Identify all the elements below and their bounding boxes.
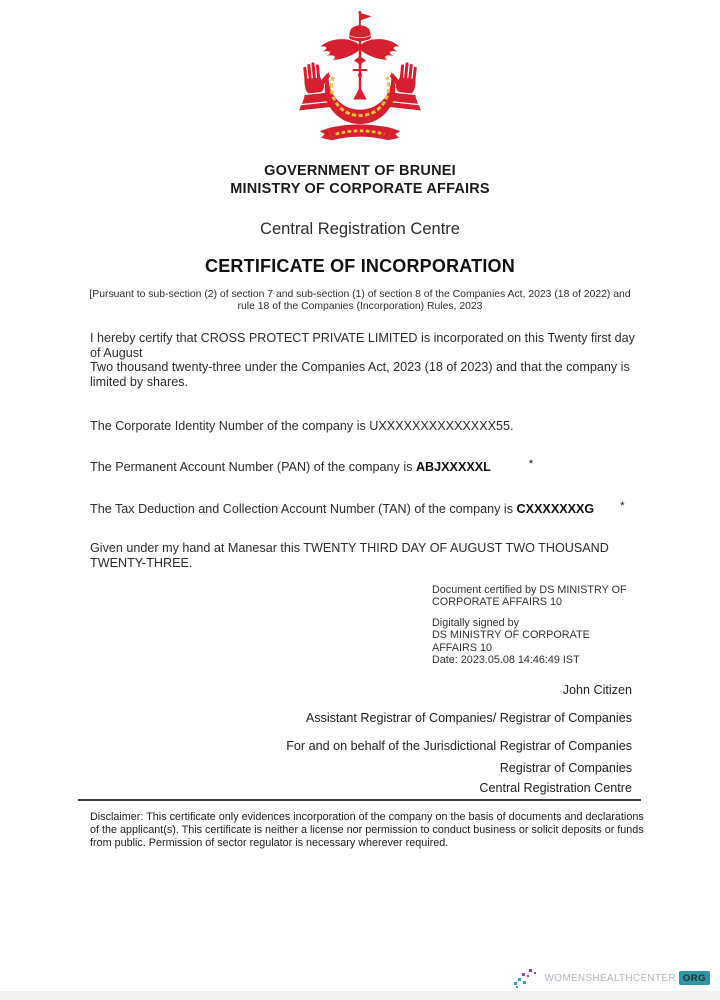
site-watermark bbox=[514, 967, 710, 989]
signatory-role: Registrar of Companies bbox=[499, 761, 632, 775]
government-line: GOVERNMENT OF BRUNEI bbox=[264, 163, 456, 179]
brunei-emblem bbox=[292, 10, 428, 150]
certified-by-line: CORPORATE AFFAIRS 10 bbox=[432, 596, 562, 609]
header-block bbox=[0, 162, 720, 198]
pan-line bbox=[90, 457, 533, 475]
signatory-name: John Citizen bbox=[562, 683, 632, 697]
pan-prefix: The Permanent Account Number (PAN) of the company is bbox=[90, 460, 416, 474]
pan-asterisk: * bbox=[528, 458, 534, 470]
digitally-signed-line: AFFAIRS 10 bbox=[432, 641, 493, 654]
bottom-strip bbox=[0, 991, 720, 1000]
tan-prefix: The Tax Deduction and Collection Account Number (TAN) of the company is bbox=[90, 502, 517, 516]
signatory-role: For and on behalf of the Jurisdictional Registrar of Companies bbox=[286, 739, 632, 753]
given-line: TWENTY-THREE. bbox=[90, 556, 193, 570]
watermark-site-text: WOMENSHEALTHCENTER bbox=[544, 972, 676, 984]
signatory-role: Central Registration Centre bbox=[479, 781, 632, 795]
certify-line: limited by shares. bbox=[90, 374, 188, 389]
cin-line: The Corporate Identity Number of the company is UXXXXXXXXXXXXXX55. bbox=[90, 419, 514, 433]
pursuant-clause bbox=[0, 289, 720, 313]
watermark-dots-icon bbox=[514, 967, 542, 989]
watermark-teal-dots bbox=[514, 978, 526, 988]
brunei-emblem-graphic bbox=[292, 10, 428, 150]
watermark-purple-dots bbox=[522, 969, 536, 977]
signature-gap bbox=[432, 609, 627, 617]
pursuant-line: [Pursuant to sub-section (2) of section 7 and sub-section (1) of section 8 of the Companies Act, 2023 (18 of 2022) and bbox=[89, 289, 631, 300]
tan-asterisk: * bbox=[620, 500, 625, 512]
tan-value: CXXXXXXXG bbox=[516, 502, 595, 516]
digitally-signed-line: Digitally signed by bbox=[432, 616, 520, 629]
digitally-signed-line: DS MINISTRY OF CORPORATE bbox=[432, 629, 590, 642]
ministry-line: MINISTRY OF CORPORATE AFFAIRS bbox=[230, 181, 490, 197]
certificate-title: CERTIFICATE OF INCORPORATION bbox=[205, 256, 515, 276]
disclaimer-line: from public. Permission of sector regulator is necessary wherever required. bbox=[90, 837, 449, 850]
separator-rule bbox=[78, 799, 641, 801]
watermark-org-badge: ORG bbox=[679, 971, 710, 985]
signature-date-line: Date: 2023.05.08 14:46:49 IST bbox=[432, 654, 580, 667]
disclaimer-line: Disclaimer: This certificate only evidences incorporation of the company on the basis of documents and declarations bbox=[90, 811, 644, 823]
certify-line: Two thousand twenty-three under the Companies Act, 2023 (18 of 2023) and that the company is bbox=[90, 360, 630, 375]
disclaimer bbox=[90, 811, 644, 851]
certify-line: of August bbox=[90, 345, 143, 360]
tan-line bbox=[90, 499, 625, 517]
certify-line: I hereby certify that CROSS PROTECT PRIVATE LIMITED is incorporated on this Twenty first day bbox=[90, 331, 635, 345]
digital-signature-block bbox=[432, 584, 627, 666]
registration-centre-heading: Central Registration Centre bbox=[260, 220, 460, 238]
given-under-paragraph bbox=[90, 541, 609, 571]
certify-paragraph bbox=[90, 331, 635, 389]
disclaimer-line: of the applicant(s). This certificate is neither a license nor permission to conduct business or solicit deposits or funds bbox=[90, 824, 644, 837]
emblem-red-shapes bbox=[294, 11, 425, 140]
given-line: Given under my hand at Manesar this TWENTY THIRD DAY OF AUGUST TWO THOUSAND bbox=[90, 541, 609, 555]
pursuant-line: rule 18 of the Companies (Incorporation) Rules, 2023 bbox=[237, 300, 483, 312]
pan-value: ABJXXXXXL bbox=[415, 460, 491, 474]
signatory-role: Assistant Registrar of Companies/ Registrar of Companies bbox=[305, 711, 632, 725]
certified-by-line: Document certified by DS MINISTRY OF bbox=[432, 584, 627, 596]
